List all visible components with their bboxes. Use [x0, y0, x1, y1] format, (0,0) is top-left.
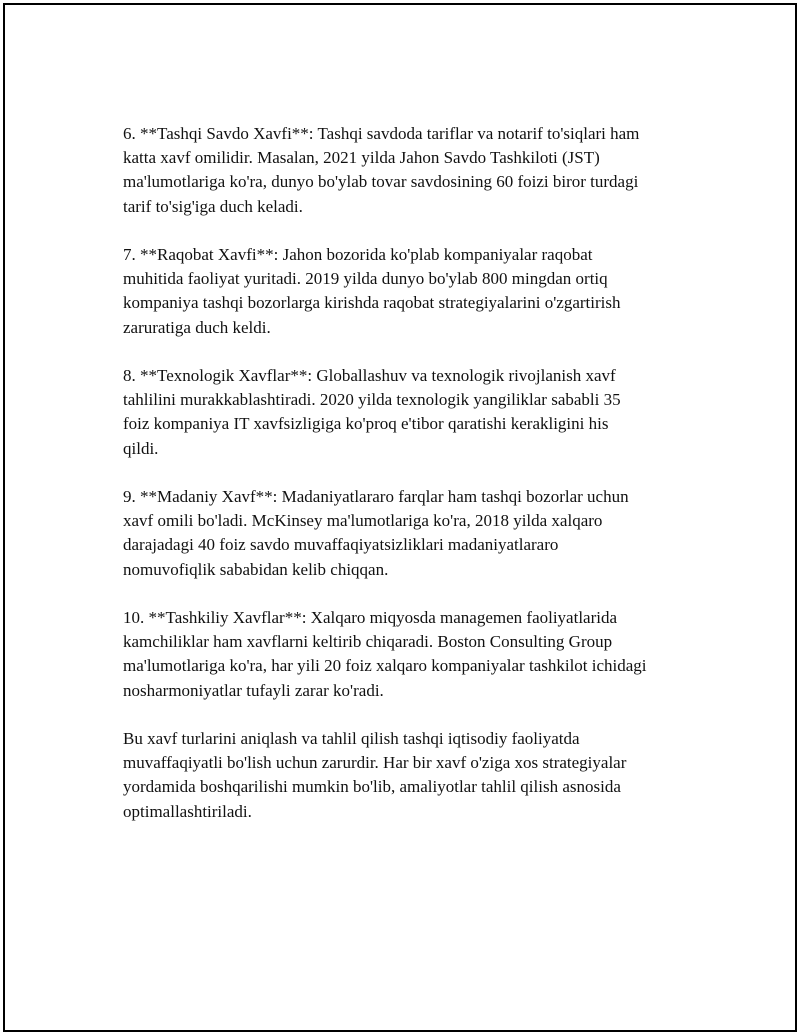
- text-line: tarif to'sig'iga duch keladi.: [123, 196, 303, 216]
- text-line: 9. **Madaniy Xavf**: Madaniyatlararo farqlar ham tashqi bozorlar uchun: [123, 487, 629, 506]
- text-line: foiz kompaniya IT xavfsizligiga ko'proq e'tibor qaratishi kerakligini his: [123, 414, 609, 434]
- text-line: 7. **Raqobat Xavfi**: Jahon bozorida ko'plab kompaniyalar raqobat: [123, 245, 593, 264]
- page-frame: [3, 3, 797, 1032]
- text-line: qildi.: [123, 438, 159, 458]
- paragraph-trade-risk: [123, 122, 703, 219]
- text-line: kompaniya tashqi bozorlarga kirishda raqobat strategiyalarini o'zgartirish: [123, 293, 621, 313]
- text-line: darajadagi 40 foiz savdo muvaffaqiyatsizliklari madaniyatlararo: [123, 535, 559, 555]
- text-line: ma'lumotlariga ko'ra, dunyo bo'ylab tovar savdosining 60 foizi biror turdagi: [123, 172, 639, 192]
- text-line: Bu xavf turlarini aniqlash va tahlil qilish tashqi iqtisodiy faoliyatda: [123, 729, 580, 748]
- text-line: muhitida faoliyat yuritadi. 2019 yilda dunyo bo'ylab 800 mingdan ortiq: [123, 269, 608, 289]
- document-body: [123, 122, 703, 848]
- text-line: nomuvofiqlik sababidan kelib chiqqan.: [123, 559, 389, 579]
- text-line: 8. **Texnologik Xavflar**: Globallashuv va texnologik rivojlanish xavf: [123, 366, 616, 385]
- text-line: optimallashtiriladi.: [123, 801, 252, 821]
- paragraph-technology-risk: [123, 364, 703, 461]
- paragraph-organizational-risk: [123, 606, 703, 703]
- text-line: 10. **Tashkiliy Xavflar**: Xalqaro miqyosda managemen faoliyatlarida: [123, 608, 618, 627]
- text-line: zaruratiga duch keldi.: [123, 317, 271, 337]
- text-line: xavf omili bo'ladi. McKinsey ma'lumotlariga ko'ra, 2018 yilda xalqaro: [123, 511, 603, 531]
- text-line: katta xavf omilidir. Masalan, 2021 yilda Jahon Savdo Tashkiloti (JST): [123, 148, 600, 168]
- text-line: muvaffaqiyatli bo'lish uchun zarurdir. Har bir xavf o'ziga xos strategiyalar: [123, 753, 627, 773]
- text-line: tahlilini murakkablashtiradi. 2020 yilda texnologik yangiliklar sababli 35: [123, 390, 621, 410]
- text-line: ma'lumotlariga ko'ra, har yili 20 foiz xalqaro kompaniyalar tashkilot ichidagi: [123, 656, 647, 676]
- paragraph-conclusion: [123, 727, 703, 824]
- text-line: kamchiliklar ham xavflarni keltirib chiqaradi. Boston Consulting Group: [123, 632, 613, 652]
- paragraph-cultural-risk: [123, 485, 703, 582]
- paragraph-competition-risk: [123, 243, 703, 340]
- text-line: yordamida boshqarilishi mumkin bo'lib, amaliyotlar tahlil qilish asnosida: [123, 777, 621, 797]
- text-line: nosharmoniyatlar tufayli zarar ko'radi.: [123, 680, 384, 700]
- text-line: 6. **Tashqi Savdo Xavfi**: Tashqi savdoda tariflar va notarif to'siqlari ham: [123, 124, 640, 143]
